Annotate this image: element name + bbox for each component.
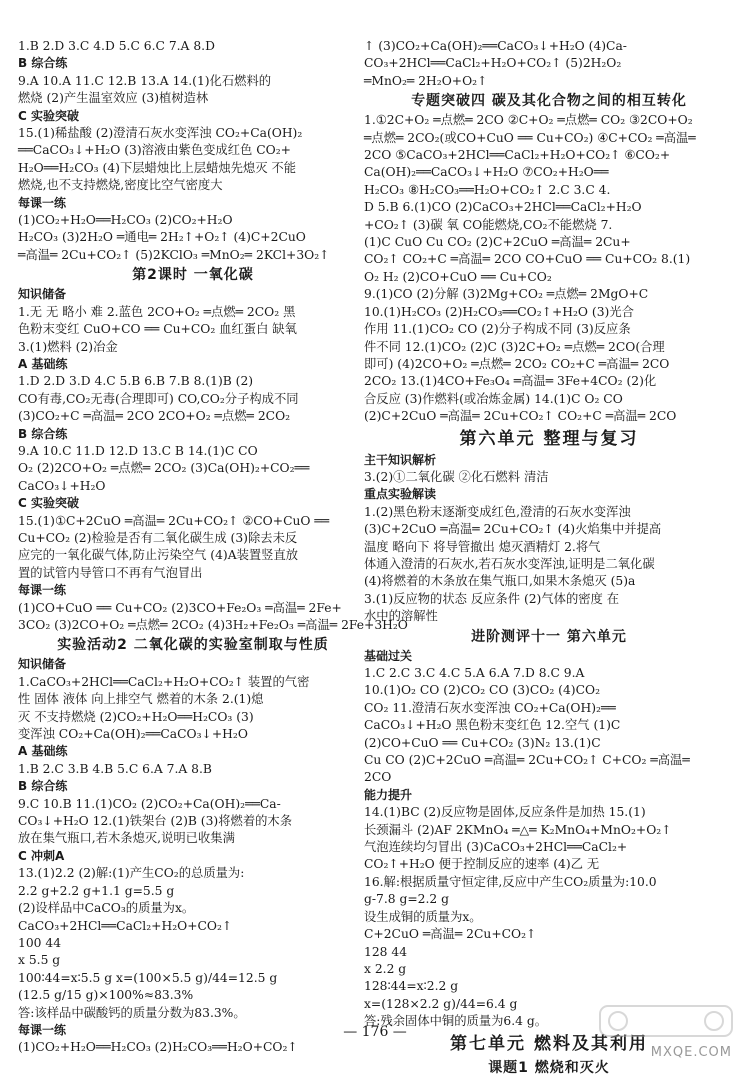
answer-line: (2)C+2CuO ═高温═ 2Cu+CO₂↑ CO₂+C ═高温═ 2CO: [364, 409, 677, 424]
answer-line: 15.(1)①C+2CuO ═高温═ 2Cu+CO₂↑ ②CO+CuO ══: [18, 513, 330, 528]
answer-line: 气泡连续均匀冒出 (3)CaCO₃+2HCl══CaCl₂+: [364, 840, 628, 855]
answer-line: ══CaCO₃↓+H₂O (3)溶液由紫色变成红色 CO₂+: [18, 143, 291, 158]
answer-line: (1)CO₂+H₂O══H₂CO₃ (2)H₂CO₃══H₂O+CO₂↑: [18, 1040, 298, 1055]
answer-line: CO₃+2HCl══CaCl₂+H₂O+CO₂↑ (5)2H₂O₂: [364, 56, 622, 71]
answer-line: 100 44: [18, 935, 62, 950]
answer-line: 10.(1)O₂ CO (2)CO₂ CO (3)CO₂ (4)CO₂: [364, 683, 601, 698]
answer-line: O₂ (2)2CO+O₂ ═点燃═ 2CO₂ (3)Ca(OH)₂+CO₂══: [18, 461, 310, 476]
answer-line: 1.(2)黑色粉末逐渐变成红色,澄清的石灰水变浑浊: [364, 504, 631, 519]
section-label: B 综合练: [18, 56, 68, 71]
section-label: 每课一练: [18, 1022, 67, 1037]
answer-line: 合反应 (3)作燃料(或冶炼金属) 14.(1)C O₂ CO: [364, 391, 623, 406]
answer-line: C+2CuO ═高温═ 2Cu+CO₂↑: [364, 927, 537, 942]
section-title: 专题突破四 碳及其化合物之间的相互转化: [411, 93, 687, 110]
answer-line: (1)C CuO Cu CO₂ (2)C+2CuO ═高温═ 2Cu+: [364, 235, 631, 250]
answer-line: D 5.B 6.(1)CO (2)CaCO₃+2HCl══CaCl₂+H₂O: [364, 200, 642, 215]
answer-line: (12.5 g/15 g)×100%≈83.3%: [18, 988, 194, 1003]
section-title: 进阶测评十一 第六单元: [471, 628, 627, 645]
answer-line: 2CO₂ 13.(1)4CO+Fe₃O₄ ═高温═ 3Fe+4CO₂ (2)化: [364, 374, 657, 389]
answer-line: 1.C 2.C 3.C 4.C 5.A 6.A 7.D 8.C 9.A: [364, 666, 585, 680]
section-title: 第2课时 一氧化碳: [132, 267, 254, 284]
answer-line: 即可) (4)2CO+O₂ ═点燃═ 2CO₂ CO₂+C ═高温═ 2CO: [364, 356, 670, 371]
section-title: 第七单元 燃料及其利用: [450, 1033, 648, 1054]
section-label: 主干知识解析: [364, 452, 437, 467]
page-number: — 176 —: [343, 1024, 407, 1040]
answer-line: 100∶44=x∶5.5 g x=(100×5.5 g)/44=12.5 g: [18, 970, 278, 985]
section-label: C 实验突破: [18, 496, 79, 511]
answer-line: +CO₂↑ (3)碳 氧 CO能燃烧,CO₂不能燃烧 7.: [364, 217, 613, 232]
answer-line: 9.A 10.A 11.C 12.B 13.A 14.(1)化石燃料的: [18, 73, 272, 88]
answer-line: H₂O══H₂CO₃ (4)下层蜡烛比上层蜡烛先熄灭 不能: [18, 160, 297, 175]
answer-line: 1.①2C+O₂ ═点燃═ 2CO ②C+O₂ ═点燃═ CO₂ ③2CO+O₂: [364, 113, 693, 128]
section-label: 能力提升: [364, 787, 413, 802]
right-column: [364, 38, 734, 1079]
answer-line: 色粉末变红 CuO+CO ══ Cu+CO₂ 血红蛋白 缺氧: [18, 322, 297, 337]
section-label: 知识储备: [18, 657, 67, 672]
answer-line: (4)将燃着的木条放在集气瓶口,如果木条熄灭 (5)a: [364, 574, 636, 589]
answer-line: 3.(1)反应物的状态 反应条件 (2)气体的密度 在: [364, 591, 620, 606]
answer-line: (1)CO₂+H₂O══H₂CO₃ (2)CO₂+H₂O: [18, 213, 233, 228]
section-title: 课题1 燃烧和灭火: [488, 1059, 610, 1076]
answer-line: x=(128×2.2 g)/44=6.4 g: [364, 996, 518, 1011]
answer-line: 128 44: [364, 944, 408, 959]
section-label: 每课一练: [18, 195, 67, 210]
answer-line: g-7.8 g=2.2 g: [364, 892, 450, 907]
answer-line: 13.(1)2.2 (2)解:(1)产生CO₂的总质量为:: [18, 866, 245, 881]
answer-line: CaCO₃+2HCl══CaCl₂+H₂O+CO₂↑: [18, 918, 233, 933]
answer-line: (1)CO+CuO ══ Cu+CO₂ (2)3CO+Fe₂O₃ ═高温═ 2Fe+: [18, 600, 342, 615]
section-label: A 基础练: [18, 744, 68, 759]
answer-line: ═MnO₂═ 2H₂O+O₂↑: [364, 73, 488, 88]
answer-line: 灭 不支持燃烧 (2)CO₂+H₂O══H₂CO₃ (3): [18, 709, 254, 724]
answer-line: 16.解:根据质量守恒定律,反应中产生CO₂质量为:10.0: [364, 874, 657, 889]
section-title: 实验活动2 二氧化碳的实验室制取与性质: [57, 637, 329, 654]
answer-line: ═高温═ 2Cu+CO₂↑ (5)2KClO₃ ═MnO₂═ 2KCl+3O₂↑: [18, 247, 330, 262]
answer-line: 1.B 2.C 3.B 4.B 5.C 6.A 7.A 8.B: [18, 761, 212, 776]
answer-line: 2.2 g+2.2 g+1.1 g=5.5 g: [18, 883, 175, 898]
answer-line: 2CO: [364, 770, 392, 785]
section-label: 重点实验解读: [364, 487, 437, 502]
answer-line: 14.(1)BC (2)反应物是固体,反应条件是加热 15.(1): [364, 805, 646, 820]
answer-line: 件不同 12.(1)CO₂ (2)C (3)2C+O₂ ═点燃═ 2CO(合理: [364, 339, 665, 354]
answer-line: 3.(1)燃料 (2)冶金: [18, 339, 118, 354]
answer-line: 长颈漏斗 (2)AF 2KMnO₄ ═△═ K₂MnO₄+MnO₂+O₂↑: [364, 822, 672, 837]
section-label: C 实验突破: [18, 108, 79, 123]
answer-line: CaCO₃↓+H₂O: [18, 478, 106, 493]
answer-line: 水中的溶解性: [364, 609, 438, 624]
answer-line: CO₂↑ CO₂+C ═高温═ 2CO CO+CuO ══ Cu+CO₂ 8.(1): [364, 252, 691, 267]
answer-line: 10.(1)H₂CO₃ (2)H₂CO₃══CO₂↑+H₂O (3)光合: [364, 304, 634, 319]
answer-line: Cu CO (2)C+2CuO ═高温═ 2Cu+CO₂↑ C+CO₂ ═高温═: [364, 753, 690, 768]
answer-line: 2CO ⑤CaCO₃+2HCl══CaCl₂+H₂O+CO₂↑ ⑥CO₂+: [364, 148, 671, 163]
answer-line: x 5.5 g: [18, 953, 61, 968]
answer-line: 变浑浊 CO₂+Ca(OH)₂══CaCO₃↓+H₂O: [18, 727, 248, 742]
answer-line: 答:该样品中碳酸钙的质量分数为83.3%。: [18, 1005, 246, 1020]
answer-line: O₂ H₂ (2)CO+CuO ══ Cu+CO₂: [364, 269, 552, 284]
answer-line: 答:残余固体中铜的质量为6.4 g。: [364, 1014, 548, 1029]
section-label: C 冲刺A: [18, 848, 65, 863]
answer-line: 9.C 10.B 11.(1)CO₂ (2)CO₂+Ca(OH)₂══Ca-: [18, 796, 281, 811]
section-label: 基础过关: [364, 648, 413, 663]
answer-line: 设生成铜的质量为x。: [364, 909, 482, 924]
answer-line: 放在集气瓶口,若木条熄灭,说明已收集满: [18, 831, 235, 846]
answer-line: 9.A 10.C 11.D 12.D 13.C B 14.(1)C CO: [18, 443, 258, 458]
answer-line: CO有毒,CO₂无毒(合理即可) CO,CO₂分子构成不同: [18, 391, 299, 406]
answer-line: 应完的一氧化碳气体,防止污染空气 (4)A装置竖直放: [18, 548, 299, 563]
answer-line: ═点燃═ 2CO₂(或CO+CuO ══ Cu+CO₂) ④C+CO₂ ═高温═: [364, 130, 696, 145]
answer-line: (3)C+2CuO ═高温═ 2Cu+CO₂↑ (4)火焰集中并提高: [364, 522, 662, 537]
answer-line: 1.D 2.D 3.D 4.C 5.B 6.B 7.B 8.(1)B (2): [18, 374, 254, 389]
section-label: B 综合练: [18, 779, 68, 794]
answer-line: (2)设样品中CaCO₃的质量为x。: [18, 901, 195, 916]
answer-line: CO₂↑+H₂O 便于控制反应的速率 (4)乙 无: [364, 857, 600, 872]
section-title: 第六单元 整理与复习: [459, 428, 639, 449]
answer-line: CO₂ 11.澄清石灰水变浑浊 CO₂+Ca(OH)₂══: [364, 700, 616, 715]
answer-line: 3CO₂ (3)2CO+O₂ ═点燃═ 2CO₂ (4)3H₂+Fe₂O₃ ═高温═ 2Fe+3H₂O: [18, 618, 408, 632]
answer-line: 温度 略向下 将导管撤出 熄灭酒精灯 2.将气: [364, 539, 601, 554]
answer-line: 3.(2)①二氧化碳 ②化石燃料 清洁: [364, 469, 549, 484]
answer-line: CO₃↓+H₂O 12.(1)铁架台 (2)B (3)将燃着的木条: [18, 814, 293, 829]
answer-line: CaCO₃↓+H₂O 黑色粉末变红色 12.空气 (1)C: [364, 718, 621, 733]
answer-line: (2)CO+CuO ══ Cu+CO₂ (3)N₂ 13.(1)C: [364, 735, 601, 750]
answer-line: Cu+CO₂ (2)检验是否有二氧化碳生成 (3)除去未反: [18, 530, 298, 545]
answer-line: 置的试管内导管口不再有气泡冒出: [18, 565, 203, 580]
section-label: 每课一练: [18, 583, 67, 598]
answer-line: 15.(1)稀盐酸 (2)澄清石灰水变浑浊 CO₂+Ca(OH)₂: [18, 126, 303, 141]
answer-line: 体通入澄清的石灰水,若石灰水变浑浊,证明是二氧化碳: [364, 556, 655, 571]
section-label: A 基础练: [18, 356, 68, 371]
answer-line: H₂CO₃ ⑧H₂CO₃══H₂O+CO₂↑ 2.C 3.C 4.: [364, 182, 611, 197]
section-label: 知识储备: [18, 287, 67, 302]
answer-line: ↑ (3)CO₂+Ca(OH)₂══CaCO₃↓+H₂O (4)Ca-: [364, 39, 627, 53]
answer-line: H₂CO₃ (3)2H₂O ═通电═ 2H₂↑+O₂↑ (4)C+2CuO: [18, 230, 306, 245]
answer-line: 1.B 2.D 3.C 4.D 5.C 6.C 7.A 8.D: [18, 39, 215, 53]
watermark-text: MXQE.COM: [650, 1045, 732, 1060]
answer-line: Ca(OH)₂══CaCO₃↓+H₂O ⑦CO₂+H₂O══: [364, 165, 609, 180]
answer-line: x 2.2 g: [364, 961, 407, 976]
answer-line: 性 固体 液体 向上排空气 燃着的木条 2.(1)熄: [18, 692, 264, 707]
answer-line: 作用 11.(1)CO₂ CO (2)分子构成不同 (3)反应条: [364, 322, 631, 337]
answer-line: 燃烧 (2)产生温室效应 (3)植树造林: [18, 91, 209, 106]
answer-line: 9.(1)CO (2)分解 (3)2Mg+CO₂ ═点燃═ 2MgO+C: [364, 287, 649, 302]
answer-line: 1.CaCO₃+2HCl══CaCl₂+H₂O+CO₂↑ 装置的气密: [18, 674, 310, 689]
answer-line: 1.无 无 略小 难 2.蓝色 2CO+O₂ ═点燃═ 2CO₂ 黑: [18, 304, 296, 319]
answer-line: 128∶44=x∶2.2 g: [364, 979, 459, 994]
answer-line: 燃烧,也不支持燃烧,密度比空气密度大: [18, 178, 223, 193]
answer-line: (3)CO₂+C ═高温═ 2CO 2CO+O₂ ═点燃═ 2CO₂: [18, 409, 291, 424]
section-label: B 综合练: [18, 426, 68, 441]
